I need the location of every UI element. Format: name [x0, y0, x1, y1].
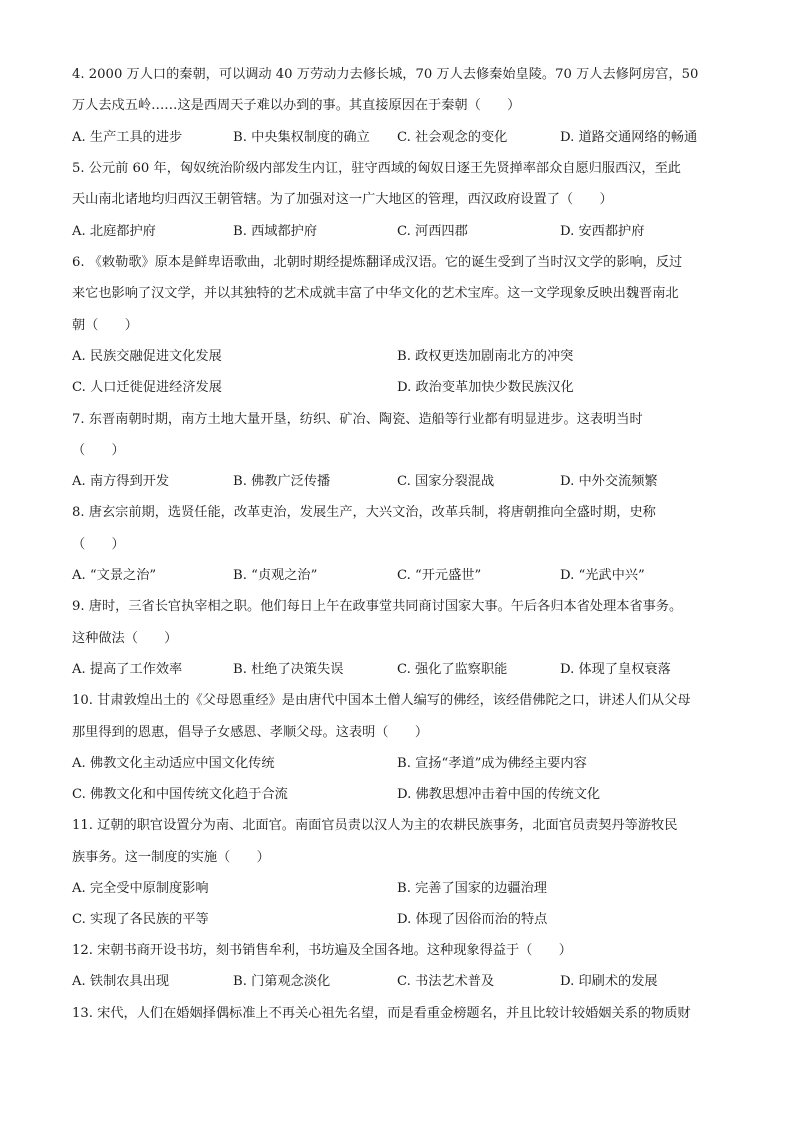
q9-option-b[interactable]: B. 杜绝了决策失误 [233, 662, 344, 677]
q6-stem-line-2: 来它也影响了汉文学，并以其独特的艺术成就丰富了中华文化的艺术宝库。这一文学现象反映出魏晋南北 [72, 286, 679, 301]
q5-option-b[interactable]: B. 西域都护府 [233, 224, 318, 239]
q10-stem-line-2: 那里得到的恩惠，倡导子女感恩、孝顺父母。这表明（ ） [72, 725, 429, 740]
q5-option-d[interactable]: D. 安西都护府 [560, 224, 645, 239]
q5-option-c[interactable]: C. 河西四郡 [397, 224, 468, 239]
q11-option-d[interactable]: D. 体现了因俗而治的特点 [397, 912, 548, 927]
q5-stem-line-1: 5. 公元前 60 年，匈奴统治阶级内部发生内讧，驻守西域的匈奴日逐王先贤掸率部众自愿归服西汉，至此 [72, 161, 681, 176]
q6-option-d[interactable]: D. 政治变革加快少数民族汉化 [397, 380, 574, 395]
q4-option-d[interactable]: D. 道路交通网络的畅通 [560, 130, 698, 145]
q7-options-row [72, 472, 734, 492]
q12-option-b[interactable]: B. 门第观念淡化 [233, 974, 331, 989]
q7-stem-line-2: （ ） [72, 443, 125, 458]
q11-option-a[interactable]: A. 完全受中原制度影响 [72, 881, 209, 896]
q6-option-b[interactable]: B. 政权更迭加剧南北方的冲突 [397, 349, 574, 364]
q10-option-b[interactable]: B. 宣扬“孝道”成为佛经主要内容 [397, 756, 587, 771]
q6-stem-line-3: 朝（ ） [72, 318, 138, 333]
q8-options-row [72, 566, 734, 586]
q4-option-b[interactable]: B. 中央集权制度的确立 [233, 130, 370, 145]
q11-stem-line-2: 族事务。这一制度的实施（ ） [72, 850, 270, 865]
q12-option-a[interactable]: A. 铁制农具出现 [72, 974, 170, 989]
q4-stem-line-1: 4. 2000 万人口的秦朝，可以调动 40 万劳动力去修长城，70 万人去修秦始皇陵。70 万人去修阿房宫，50 [72, 67, 699, 82]
q13-stem-line-1: 13. 宋代，人们在婚姻择偶标准上不再关心祖先名望，而是看重金榜题名，并且比较计较婚姻关系的物质财 [72, 1006, 691, 1021]
q5-options-row [72, 222, 734, 242]
q11-options-row-2 [72, 910, 734, 930]
q9-stem-line-1: 9. 唐时，三省长官执宰相之职。他们每日上午在政事堂共同商讨国家大事。午后各归本省处理本省事务。 [72, 599, 683, 614]
q10-stem-line-1: 10. 甘肃敦煌出土的《父母恩重经》是由唐代中国本土僧人编写的佛经，该经借佛陀之口，讲述人们从父母 [72, 693, 691, 708]
q12-stem-line-1: 12. 宋朝书商开设书坊，刻书销售牟利，书坊遍及全国各地。这种现象得益于（ ） [72, 943, 572, 958]
q8-option-d[interactable]: D. “光武中兴” [560, 568, 645, 583]
q4-options-row [72, 128, 734, 148]
q7-option-d[interactable]: D. 中外交流频繁 [560, 474, 658, 489]
q5-option-a[interactable]: A. 北庭都护府 [72, 224, 156, 239]
q6-stem-line-1: 6. 《敕勒歌》原本是鲜卑语歌曲，北朝时期经提炼翻译成汉语。它的诞生受到了当时汉文学的影响，反过 [72, 255, 683, 270]
q7-option-c[interactable]: C. 国家分裂混战 [397, 474, 495, 489]
q4-stem-line-2: 万人去戍五岭……这是西周天子难以办到的事。其直接原因在于秦朝（ ） [72, 98, 521, 113]
q6-options-row-1 [72, 347, 734, 367]
q7-stem-line-1: 7. 东晋南朝时期，南方土地大量开垦，纺织、矿冶、陶瓷、造船等行业都有明显进步。这表明当时 [72, 412, 643, 427]
q11-option-b[interactable]: B. 完善了国家的边疆治理 [397, 881, 547, 896]
q8-stem-line-2: （ ） [72, 537, 125, 552]
q9-option-a[interactable]: A. 提高了工作效率 [72, 662, 183, 677]
q5-stem-line-2: 天山南北诸地均归西汉王朝管辖。为了加强对这一广大地区的管理，西汉政府设置了（ ） [72, 192, 613, 207]
q6-option-c[interactable]: C. 人口迁徙促进经济发展 [72, 380, 222, 395]
q9-option-c[interactable]: C. 强化了监察职能 [397, 662, 508, 677]
q12-option-d[interactable]: D. 印刷术的发展 [560, 974, 658, 989]
q6-options-row-2 [72, 378, 734, 398]
q10-option-d[interactable]: D. 佛教思想冲击着中国的传统文化 [397, 787, 601, 802]
q7-option-a[interactable]: A. 南方得到开发 [72, 474, 170, 489]
q10-option-a[interactable]: A. 佛教文化主动适应中国文化传统 [72, 756, 275, 771]
q4-option-c[interactable]: C. 社会观念的变化 [397, 130, 508, 145]
q9-option-d[interactable]: D. 体现了皇权衰落 [560, 662, 671, 677]
q10-option-c[interactable]: C. 佛教文化和中国传统文化趋于合流 [72, 787, 288, 802]
q4-option-a[interactable]: A. 生产工具的进步 [72, 130, 183, 145]
q6-option-a[interactable]: A. 民族交融促进文化发展 [72, 349, 222, 364]
q10-options-row-2 [72, 785, 734, 805]
q8-option-a[interactable]: A. “文景之治” [72, 568, 157, 583]
q8-option-b[interactable]: B. “贞观之治” [233, 568, 318, 583]
q8-stem-line-1: 8. 唐玄宗前期，选贤任能，改革吏治，发展生产，大兴文治，改革兵制，将唐朝推向全盛时期，史称 [72, 505, 656, 520]
q11-option-c[interactable]: C. 实现了各民族的平等 [72, 912, 209, 927]
q7-option-b[interactable]: B. 佛教广泛传播 [233, 474, 331, 489]
q12-options-row [72, 972, 734, 992]
q9-stem-line-2: 这种做法（ ） [72, 631, 178, 646]
q11-options-row-1 [72, 879, 734, 899]
q9-options-row [72, 660, 734, 680]
q10-options-row-1 [72, 754, 734, 774]
q8-option-c[interactable]: C. “开元盛世” [397, 568, 482, 583]
q11-stem-line-1: 11. 辽朝的职官设置分为南、北面官。南面官员责以汉人为主的农耕民族事务，北面官员责契丹等游牧民 [72, 818, 678, 833]
q12-option-c[interactable]: C. 书法艺术普及 [397, 974, 495, 989]
